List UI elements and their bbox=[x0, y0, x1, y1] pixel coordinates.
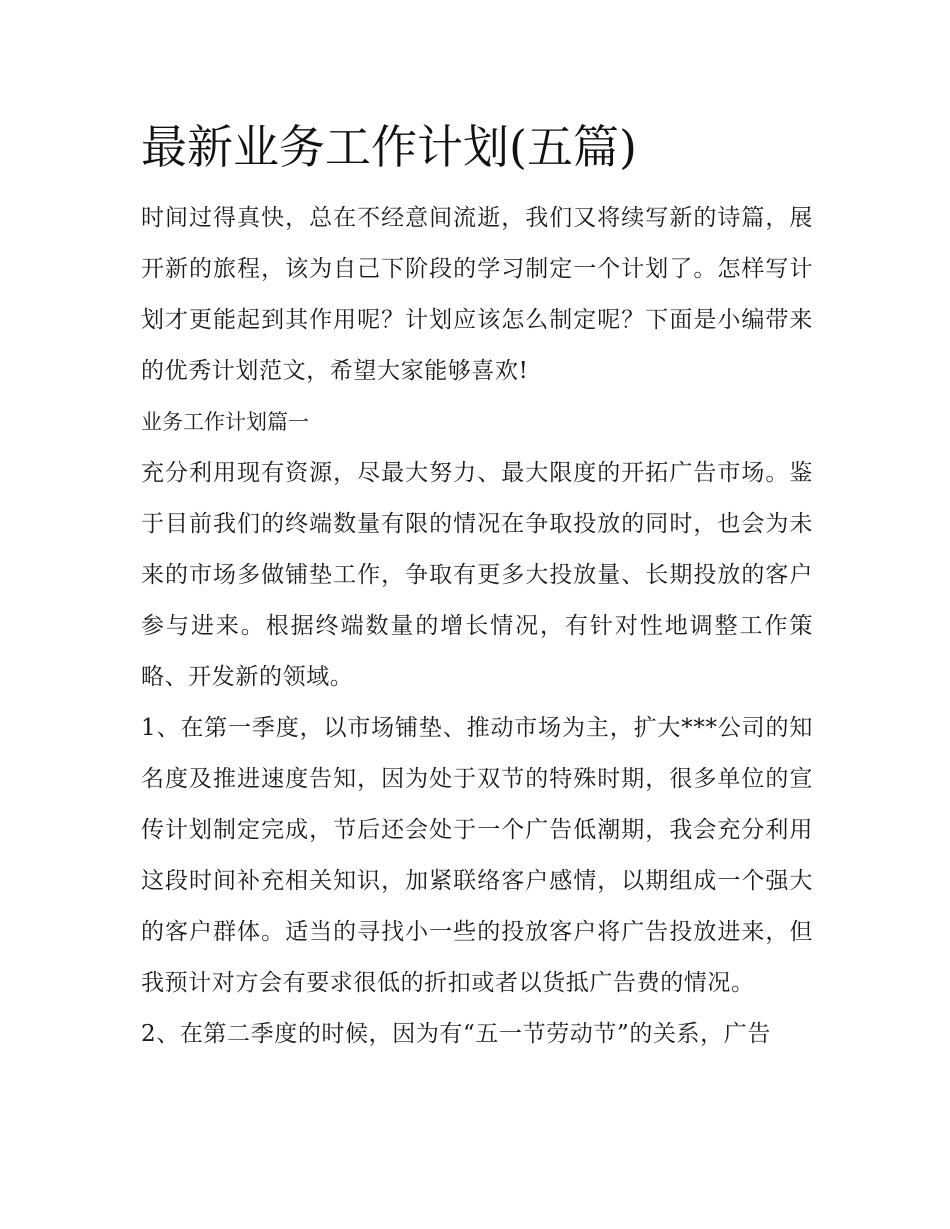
plan-item-1: 1、在第一季度，以市场铺垫、推动市场为主，扩大***公司的知名度及推进速度告知，因为处于双节的特殊时期，很多单位的宣传计划制定完成，节后还会处于一个广告低潮期，我会充分利用这段时间补充相关知识，加紧联络客户感情，以期组成一个强大的客户群体。适当的寻找小一些的投放客户将广告投放进来，但我预计对方会有要求很低的折扣或者以货抵广告费的情况。 bbox=[141, 715, 813, 996]
document-title: 最新业务工作计划(五篇) bbox=[141, 120, 637, 174]
plan-item-2: 2、在第二季度的时候，因为有“五一节劳动节”的关系，广告 bbox=[141, 1021, 771, 1047]
document-body bbox=[141, 112, 813, 1060]
intro-paragraph: 时间过得真快，总在不经意间流逝，我们又将续写新的诗篇，展开新的旅程，该为自己下阶段的学习制定一个计划了。怎样写计划才更能起到其作用呢？计划应该怎么制定呢？下面是小编带来的优秀计划范文，希望大家能够喜欢! bbox=[141, 205, 813, 384]
section-heading: 业务工作计划篇一 bbox=[141, 410, 309, 434]
section-intro-paragraph: 充分利用现有资源，尽最大努力、最大限度的开拓广告市场。鉴于目前我们的终端数量有限的情况在争取投放的同时，也会为未来的市场多做铺垫工作，争取有更多大投放量、长期投放的客户参与进来。根据终端数量的增长情况，有针对性地调整工作策略、开发新的领域。 bbox=[141, 460, 813, 690]
